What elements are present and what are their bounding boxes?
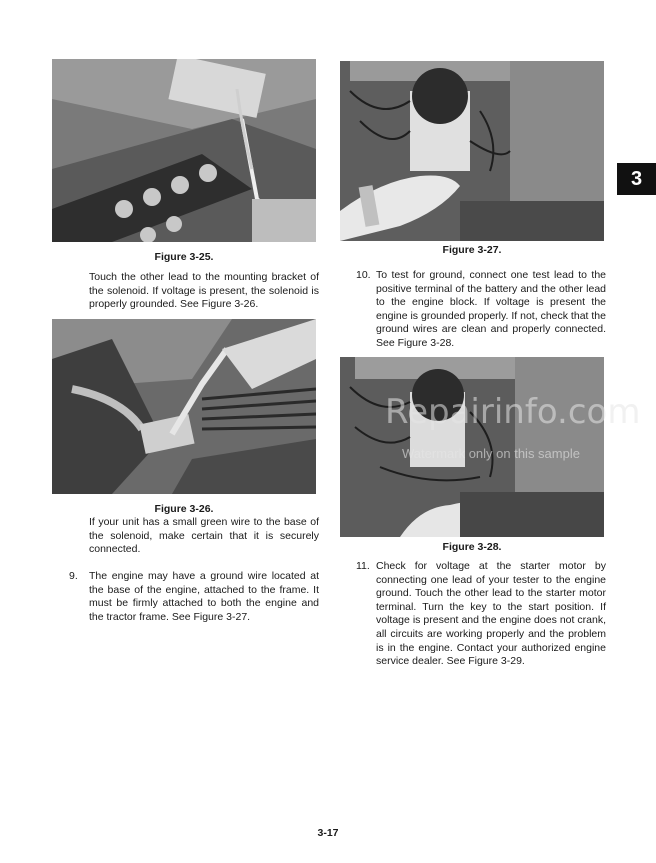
figure-3-28-caption: Figure 3-28.	[442, 541, 502, 553]
step-10-number: 10.	[356, 269, 371, 281]
figure-3-26-photo	[52, 319, 316, 494]
page-number: 3-17	[317, 827, 339, 839]
step-9-text: The engine may have a ground wire located at the base of the engine, attached to the frame. It must be firmly attached to both the engine and the tractor frame. See Figure 3-27.	[89, 570, 319, 623]
figure-3-27-photo	[340, 61, 604, 241]
watermark-text: Repairinfo.com	[385, 392, 641, 432]
figure-3-26-caption: Figure 3-26.	[154, 503, 214, 515]
step-9-number: 9.	[69, 570, 78, 582]
chapter-tab: 3	[617, 163, 656, 195]
figure-3-25-caption: Figure 3-25.	[154, 251, 214, 263]
step-11-number: 11.	[356, 560, 370, 572]
paragraph-fig26: If your unit has a small green wire to the base of the solenoid, make certain that it is securely connected.	[89, 516, 319, 556]
watermark-subtext: Watermark only on this sample	[402, 446, 580, 461]
figure-3-25-photo	[52, 59, 316, 242]
step-11-text: Check for voltage at the starter motor by connecting one lead of your tester to the engine ground. Touch the other lead to the starter motor terminal. Turn the key to the start position. If voltage is present and the engine does not crank, all circuits are working properly and the problem is in the engine. Contact your authorized engine service dealer. See Figure 3-29.	[376, 560, 606, 668]
paragraph-fig25: Touch the other lead to the mounting bracket of the solenoid. If voltage is present, the solenoid is properly grounded. See Figure 3-26.	[89, 271, 319, 311]
figure-3-27-caption: Figure 3-27.	[442, 244, 502, 256]
step-10-text: To test for ground, connect one test lead to the positive terminal of the battery and the other lead to the engine block. If voltage is present the engine is grounded properly. If not, check that the ground wires are clean and properly connected. See Figure 3-28.	[376, 269, 606, 349]
